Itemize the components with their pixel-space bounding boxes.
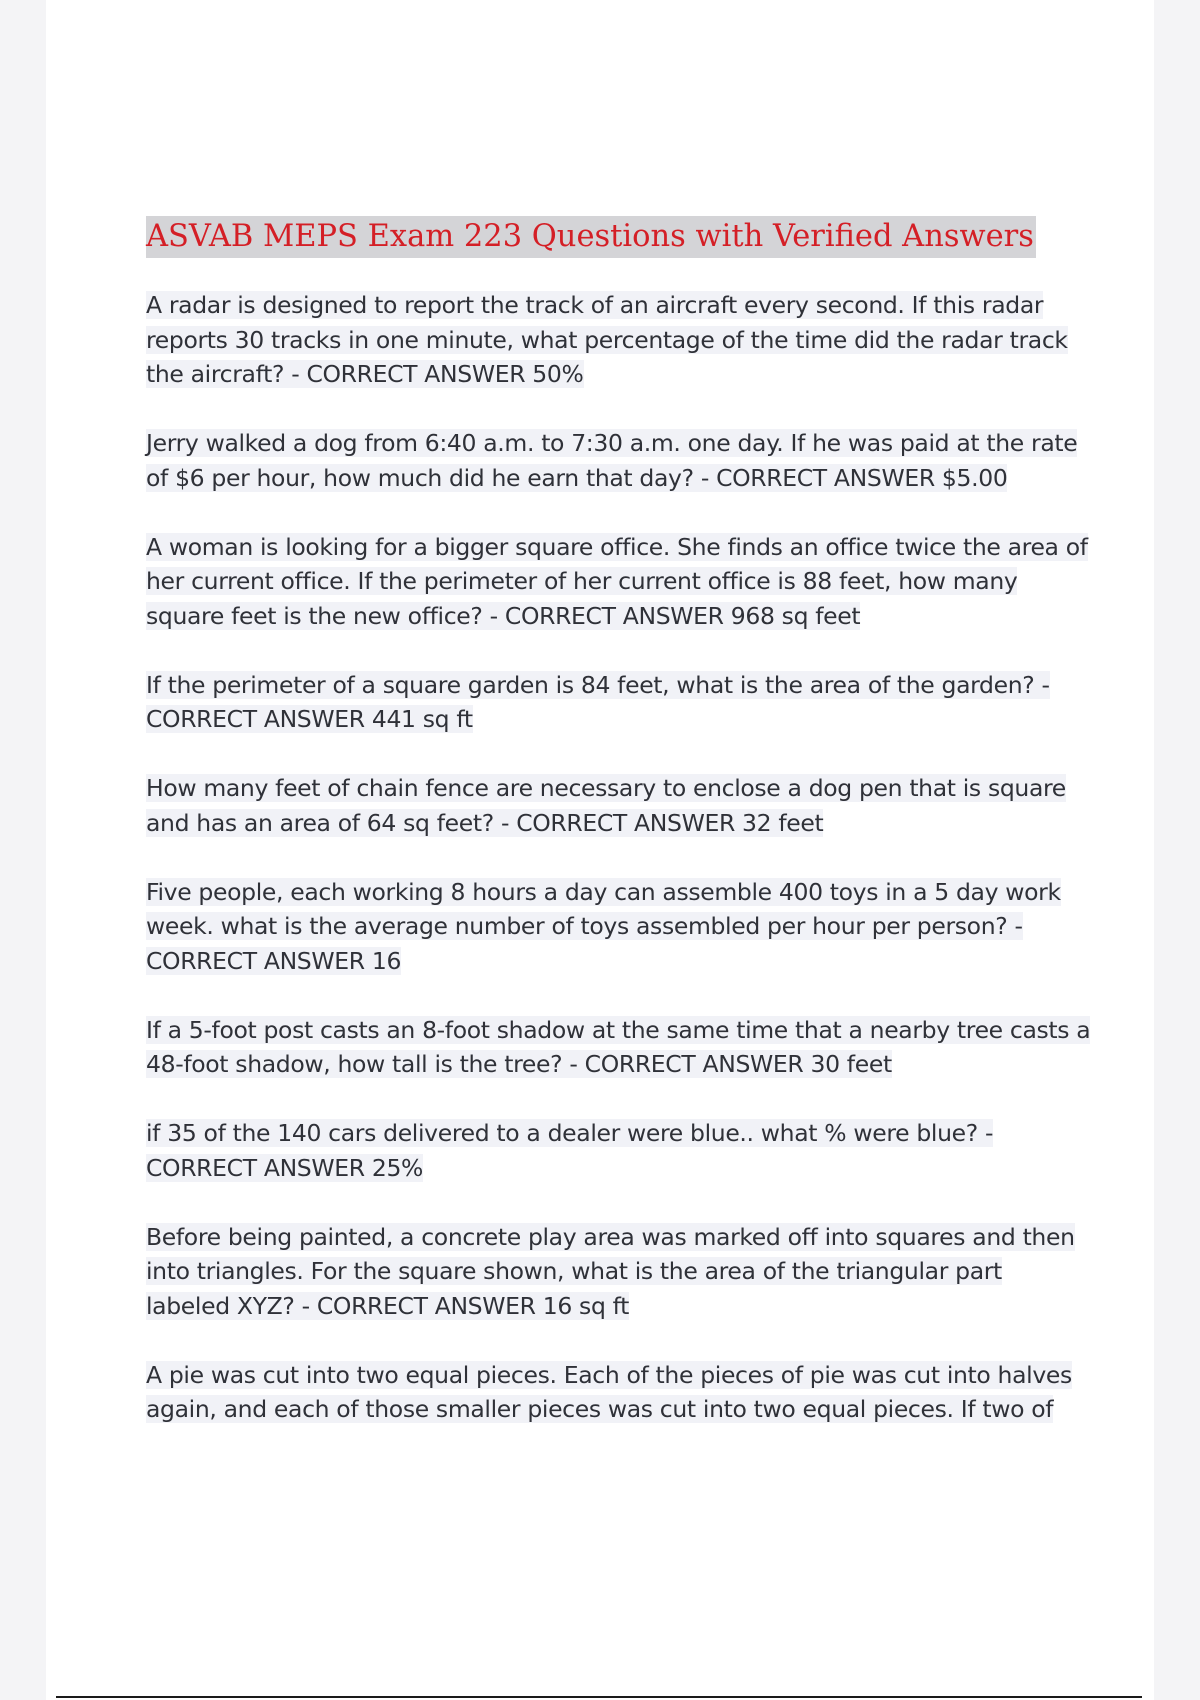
qa-entry bbox=[146, 1358, 1091, 1427]
qa-line: again, and each of those smaller pieces was cut into two equal pieces. If two of bbox=[146, 1395, 1054, 1423]
qa-line: Before being painted, a concrete play area was marked off into squares and then bbox=[146, 1222, 1075, 1251]
qa-line: if 35 of the 140 cars delivered to a dealer were blue.. what % were blue? - bbox=[146, 1119, 994, 1147]
qa-line: of $6 per hour, how much did he earn that day? - CORRECT ANSWER $5.00 bbox=[146, 463, 1008, 492]
qa-line: How many feet of chain fence are necessary to enclose a dog pen that is square bbox=[146, 774, 1066, 802]
qa-entry bbox=[146, 771, 1091, 840]
qa-line: the aircraft? - CORRECT ANSWER 50% bbox=[146, 360, 584, 388]
qa-line: and has an area of 64 sq feet? - CORRECT ANSWER 32 feet bbox=[146, 808, 824, 837]
qa-line: square feet is the new office? - CORRECT ANSWER 968 sq feet bbox=[146, 601, 861, 630]
document-title: ASVAB MEPS Exam 223 Questions with Verified Answers bbox=[146, 216, 1036, 258]
qa-line: CORRECT ANSWER 441 sq ft bbox=[146, 705, 473, 733]
qa-entry bbox=[146, 1013, 1091, 1082]
qa-line: If a 5-foot post casts an 8-foot shadow at the same time that a nearby tree casts a bbox=[146, 1015, 1091, 1044]
qa-line: If the perimeter of a square garden is 84 feet, what is the area of the garden? - bbox=[146, 670, 1050, 699]
qa-line: labeled XYZ? - CORRECT ANSWER 16 sq ft bbox=[146, 1291, 630, 1320]
qa-entry bbox=[146, 875, 1091, 979]
qa-entry bbox=[146, 530, 1091, 634]
qa-entry bbox=[146, 668, 1091, 737]
qa-line: her current office. If the perimeter of her current office is 88 feet, how many bbox=[146, 567, 1018, 595]
qa-line: 48-foot shadow, how tall is the tree? - CORRECT ANSWER 30 feet bbox=[146, 1050, 892, 1078]
qa-entry bbox=[146, 1220, 1091, 1324]
qa-line: A woman is looking for a bigger square office. She finds an office twice the area of bbox=[146, 532, 1088, 561]
qa-line: CORRECT ANSWER 25% bbox=[146, 1153, 424, 1182]
qa-line: week. what is the average number of toys assembled per hour per person? - bbox=[146, 912, 1023, 940]
qa-entry bbox=[146, 1116, 1091, 1185]
qa-line: Five people, each working 8 hours a day can assemble 400 toys in a 5 day work bbox=[146, 877, 1061, 906]
qa-line: A radar is designed to report the track of an aircraft every second. If this radar bbox=[146, 291, 1044, 319]
qa-entry bbox=[146, 288, 1091, 392]
qa-line: A pie was cut into two equal pieces. Each of the pieces of pie was cut into halves bbox=[146, 1360, 1072, 1389]
qa-line: Jerry walked a dog from 6:40 a.m. to 7:30 a.m. one day. If he was paid at the rate bbox=[146, 429, 1078, 457]
qa-line: into triangles. For the square shown, what is the area of the triangular part bbox=[146, 1257, 1002, 1285]
qa-entry bbox=[146, 426, 1091, 495]
qa-line: reports 30 tracks in one minute, what percentage of the time did the radar track bbox=[146, 325, 1068, 354]
qa-line: CORRECT ANSWER 16 bbox=[146, 946, 402, 975]
footer-rule bbox=[56, 1696, 1142, 1698]
document-content bbox=[146, 216, 1091, 1461]
